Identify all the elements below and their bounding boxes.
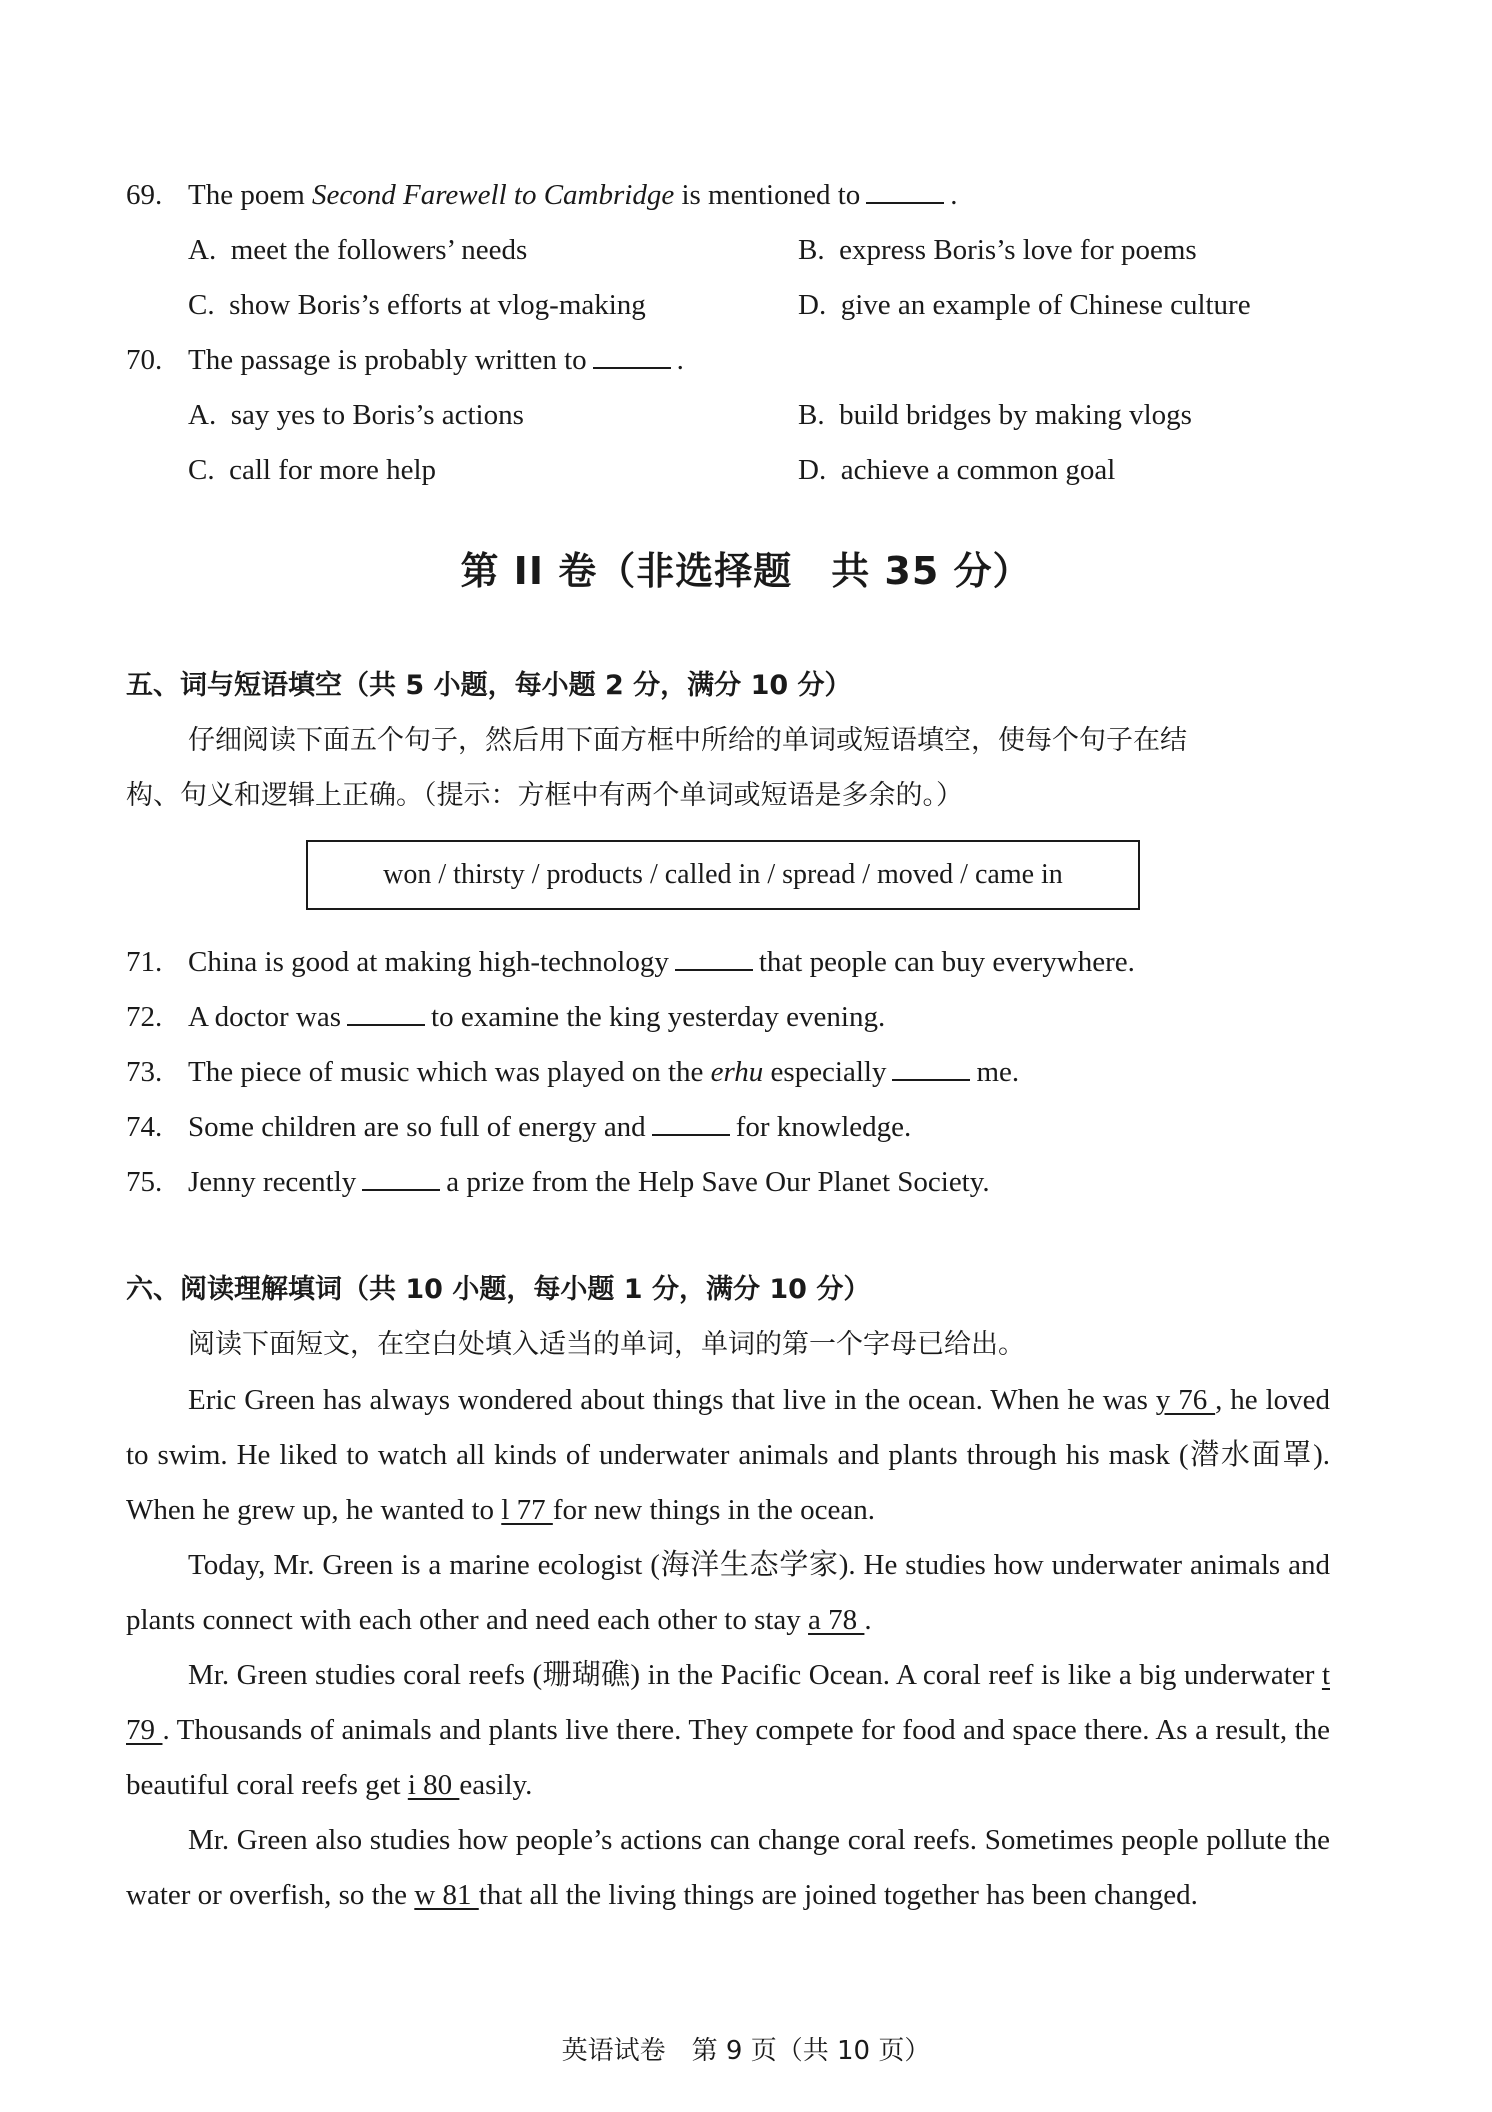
word-box: won / thirsty / products / called in / spread / moved / came in — [306, 840, 1140, 910]
q70-stem-text: The passage is probably written to — [188, 344, 587, 376]
q69-stem-end: . — [950, 179, 958, 211]
q74-blank — [652, 1110, 730, 1136]
q69-option-c: C. show Boris’s efforts at vlog-making — [188, 289, 646, 321]
blank-81: w 81 — [414, 1879, 479, 1911]
q74-number: 74. — [126, 1111, 163, 1143]
passage-paragraph-1: Eric Green has always wondered about things that live in the ocean. When he was y 76 , he loved to swim. He liked to watch all kinds of underwater animals and plants through his mask (潜水面罩). When he grew up, he wanted to l 77 for new things in the ocean. — [126, 1384, 1331, 1526]
q69-poem-title: Second Farewell to Cambridge — [312, 179, 675, 211]
section5-instruction-line2: 构、句义和逻辑上正确。（提示：方框中有两个单词或短语是多余的。） — [126, 780, 963, 811]
q70-option-c: C. call for more help — [188, 454, 437, 486]
passage-paragraph-2: Today, Mr. Green is a marine ecologist (海洋生态学家). He studies how underwater animals and plants connect with each other and need each other to stay a 78 . — [126, 1549, 1330, 1636]
q69-number: 69. — [126, 179, 163, 211]
q69-option-d: D. give an example of Chinese culture — [798, 289, 1251, 321]
q70-option-b: B. build bridges by making vlogs — [798, 399, 1192, 431]
q75-blank — [362, 1165, 440, 1191]
q75-number: 75. — [126, 1166, 163, 1198]
passage-paragraph-3: Mr. Green studies coral reefs (珊瑚礁) in the Pacific Ocean. A coral reef is like a big underwater t 79 . Thousands of animals and plants live there. They compete for food and space there. As a result, the beautiful coral reefs get i 80 easily. — [126, 1659, 1330, 1801]
q73-blank — [892, 1055, 970, 1081]
blank-80: i 80 — [407, 1769, 460, 1801]
blank-76: y 76 — [1155, 1384, 1216, 1416]
q69-option-a: A. meet the followers’ needs — [188, 234, 528, 266]
page-footer: 英语试卷 第 9 页（共 10 页） — [561, 2036, 931, 2066]
passage-paragraph-4: Mr. Green also studies how people’s actions can change coral reefs. Sometimes people pollute the water or overfish, so the w 81 that all the living things are joined together has been changed. — [126, 1824, 1330, 1911]
section5-heading: 五、词与短语填空（共 5 小题，每小题 2 分，满分 10 分） — [126, 670, 852, 701]
blank-78: a 78 — [808, 1604, 865, 1636]
blank-79: t 79 — [126, 1659, 1330, 1746]
blank-77: l 77 — [501, 1494, 553, 1526]
q70-option-a: A. say yes to Boris’s actions — [188, 399, 524, 431]
q70-option-d: D. achieve a common goal — [798, 454, 1116, 486]
section6-instruction: 阅读下面短文，在空白处填入适当的单词，单词的第一个字母已给出。 — [188, 1329, 1025, 1360]
q72-blank — [347, 1000, 425, 1026]
part2-title: 第 II 卷（非选择题 共 35 分） — [460, 549, 1032, 593]
q69-stem-after: is mentioned to — [674, 179, 861, 211]
q69-stem-before: The poem — [188, 179, 313, 211]
q69-blank — [866, 178, 944, 204]
q70-number: 70. — [126, 344, 163, 376]
q71-blank — [675, 945, 753, 971]
q73-number: 73. — [126, 1056, 163, 1088]
q70-stem-end: . — [676, 344, 684, 376]
q72-number: 72. — [126, 1001, 163, 1033]
q73-erhu: erhu — [710, 1056, 764, 1088]
q69-option-b: B. express Boris’s love for poems — [798, 234, 1197, 266]
section5-instruction-line1: 仔细阅读下面五个句子，然后用下面方框中所给的单词或短语填空，使每个句子在结 — [188, 725, 1187, 756]
section6-heading: 六、阅读理解填词（共 10 小题，每小题 1 分，满分 10 分） — [126, 1274, 871, 1305]
q71-number: 71. — [126, 946, 163, 978]
q70-blank — [593, 343, 671, 369]
